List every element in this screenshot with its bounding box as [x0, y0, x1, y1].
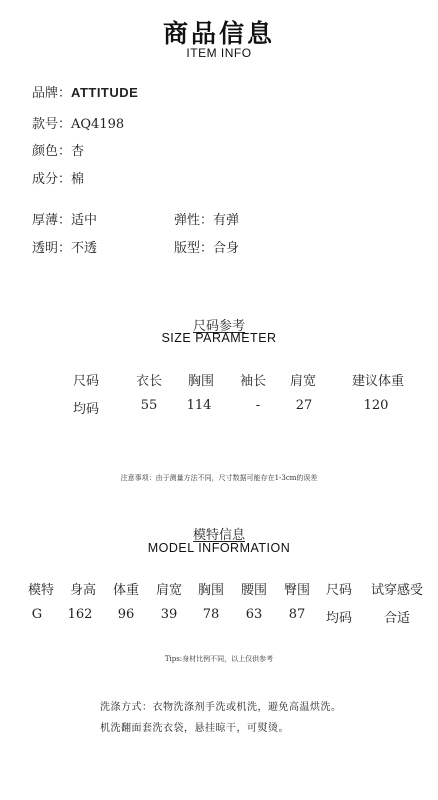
elasticity-text: 弹性：有弹	[174, 213, 240, 228]
size-header-cell: 胸围	[187, 374, 215, 389]
model-header-cell: 尺码	[325, 583, 353, 598]
size-header-cell: 建议体重	[351, 374, 405, 389]
thickness-text: 厚薄：适中	[32, 213, 98, 228]
model-value-cell: G	[31, 607, 43, 622]
size-header-cell: 尺码	[72, 374, 100, 389]
color-text: 颜色：杏	[32, 144, 85, 159]
care-line-2: 机洗翻面套洗衣袋，悬挂晾干，可熨烫。	[100, 723, 289, 734]
page-title: 商品信息	[162, 19, 275, 48]
model-header-cell: 模特	[27, 583, 55, 598]
size-value-cell: 120	[363, 398, 389, 413]
brand-row	[32, 82, 138, 101]
model-header-cell: 腰围	[240, 583, 268, 598]
model-header-cell: 臀围	[283, 583, 311, 598]
model-header-cell: 身高	[69, 583, 97, 598]
model-header-cell: 体重	[112, 583, 140, 598]
size-value-cell: -	[255, 398, 261, 413]
model-value-cell: 78	[202, 607, 220, 622]
model-value-cell: 87	[288, 607, 306, 622]
page-subtitle: ITEM INFO	[186, 46, 252, 60]
brand-label: 品牌：	[32, 86, 72, 101]
size-value-cell: 114	[186, 398, 212, 413]
size-header-cell: 袖长	[239, 374, 267, 389]
model-note: Tips:身材比例不同，以上仅供参考	[164, 655, 274, 663]
model-section-title: 模特信息	[192, 528, 245, 543]
material-text: 成分：棉	[32, 172, 85, 187]
model-value-cell: 均码	[325, 611, 353, 626]
size-section-title: 尺码参考	[192, 319, 245, 334]
size-value-cell: 27	[295, 398, 313, 413]
model-value-cell: 合适	[383, 611, 411, 626]
care-line-1: 洗涤方式：衣物洗涤剂手洗或机洗，避免高温烘洗。	[100, 702, 342, 713]
size-note: 注意事项：由于测量方法不同，尺寸数据可能存在1-3cm的误差	[120, 474, 318, 482]
model-header-cell: 肩宽	[155, 583, 183, 598]
model-header-cell: 胸围	[197, 583, 225, 598]
sku-text: 款号：AQ4198	[32, 117, 125, 132]
size-header-cell: 肩宽	[289, 374, 317, 389]
model-value-cell: 96	[117, 607, 135, 622]
brand-value: ATTITUDE	[71, 85, 139, 100]
transparency-text: 透明：不透	[32, 241, 98, 256]
model-header-cell: 试穿感受	[370, 583, 424, 598]
size-header-cell: 衣长	[135, 374, 163, 389]
model-section-subtitle: MODEL INFORMATION	[147, 541, 291, 555]
size-value-cell: 均码	[72, 402, 100, 417]
model-value-cell: 39	[160, 607, 178, 622]
model-value-cell: 63	[245, 607, 263, 622]
size-section-subtitle: SIZE PARAMETER	[161, 331, 277, 345]
fit-text: 版型：合身	[174, 241, 240, 256]
model-value-cell: 162	[67, 607, 93, 622]
size-value-cell: 55	[140, 398, 158, 413]
